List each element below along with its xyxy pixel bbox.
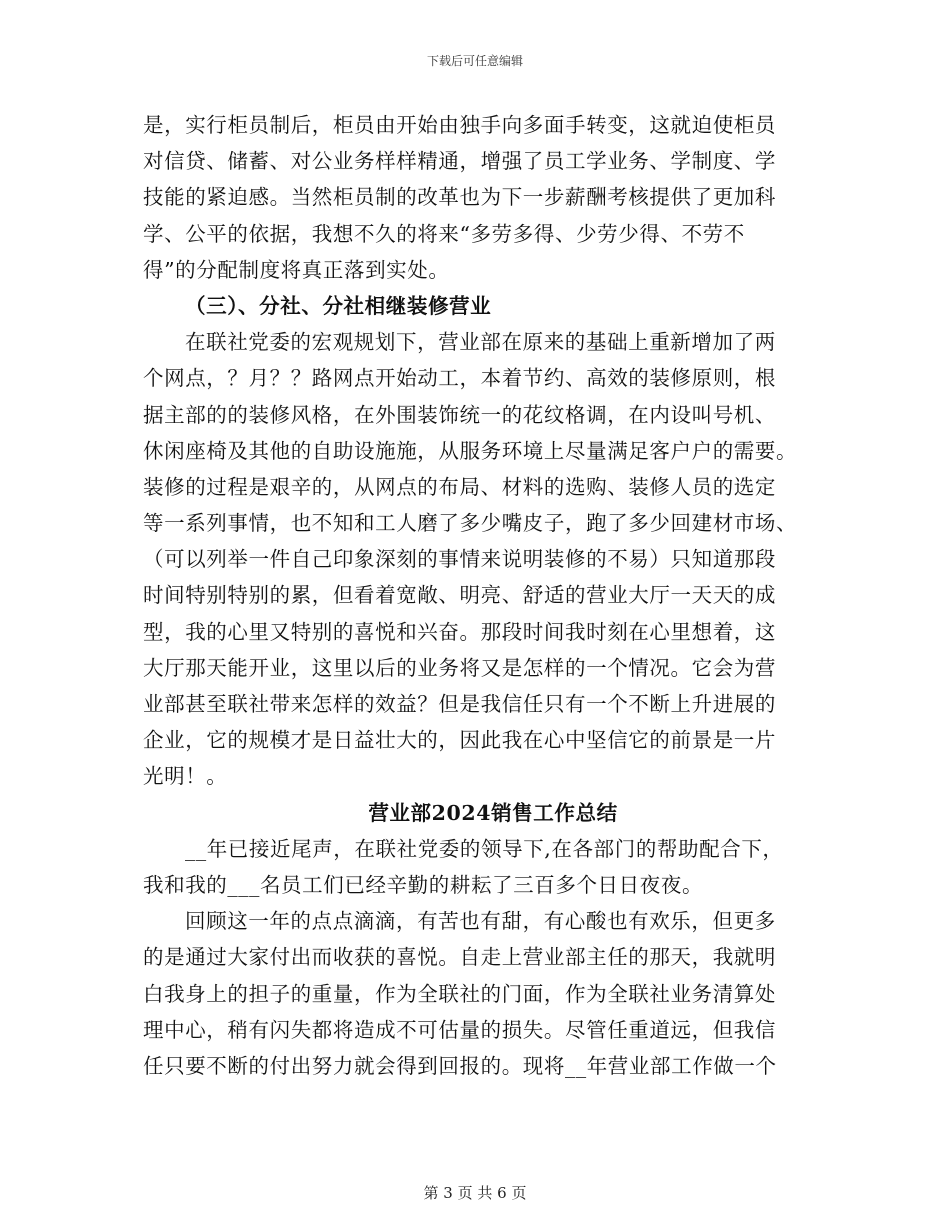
body-line: 休闲座椅及其他的自助设施施，从服务环境上尽量满足客户户的需要。 <box>143 438 798 463</box>
body-line: 白我身上的担子的重量，作为全联社的门面，作为全联社业务清算处 <box>143 981 776 1006</box>
body-line: 对信贷、储蓄、对公业务样样精通，增强了员工学业务、学制度、学 <box>143 149 776 174</box>
document-body <box>143 107 813 1084</box>
body-line: 在联社党委的宏观规划下，营业部在原来的基础上重新增加了两 <box>185 330 776 355</box>
body-line: 据主部的的装修风格，在外围装饰统一的花纹格调，在内设叫号机、 <box>143 402 776 427</box>
body-line: 装修的过程是艰辛的，从网点的布局、材料的选购、装修人员的选定 <box>143 474 776 499</box>
section-heading: （三）、分社、分社相继装修营业 <box>185 293 492 318</box>
body-line: 学、公平的依据，我想不久的将来“多劳多得、少劳少得、不劳不 <box>143 221 745 246</box>
body-line: 光明！。 <box>143 764 228 789</box>
body-line: __年已接近尾声，在联社党委的领导下,在各部门的帮助配合下， <box>185 836 784 861</box>
body-line: 大厅那天能开业，这里以后的业务将又是怎样的一个情况。它会为营 <box>143 655 776 680</box>
page-header: 下载后可任意编辑 <box>426 54 523 68</box>
body-line: 理中心，稍有闪失都将造成不可估量的损失。尽管任重道远，但我信 <box>143 1017 776 1042</box>
body-line: 业部甚至联社带来怎样的效益？但是我信任只有一个不断上升进展的 <box>143 692 776 716</box>
body-line: 得”的分配制度将真正落到实处。 <box>143 257 450 282</box>
body-line: 等一系列事情，也不知和工人磨了多少嘴皮子，跑了多少回建材市场、 <box>143 511 798 536</box>
body-line: 时间特别特别的累，但看着宽敞、明亮、舒适的营业大厅一天天的成 <box>143 583 776 608</box>
body-line: （可以列举一件自己印象深刻的事情来说明装修的不易）只知道那段 <box>143 547 776 572</box>
page-footer: 第 3 页 共 6 页 <box>423 1184 527 1202</box>
body-line: 企业，它的规模才是日益壮大的，因此我在心中坚信它的前景是一片 <box>143 728 776 753</box>
body-line: 回顾这一年的点点滴滴，有苦也有甜，有心酸也有欢乐，但更多 <box>185 909 776 934</box>
body-line: 任只要不断的付出努力就会得到回报的。现将__年营业部工作做一个 <box>143 1053 777 1078</box>
body-line: 是，实行柜员制后，柜员由开始由独手向多面手转变，这就迫使柜员 <box>143 113 776 137</box>
document-title: 营业部2024销售工作总结 <box>368 800 618 825</box>
body-line: 个网点，？月？？路网点开始动工，本着节约、高效的装修原则，根 <box>143 366 776 391</box>
body-line: 我和我的___名员工们已经辛勤的耕耘了三百多个日日夜夜。 <box>143 872 704 897</box>
body-line: 的是通过大家付出而收获的喜悦。自走上营业部主任的那天，我就明 <box>143 945 776 970</box>
body-line: 型，我的心里又特别的喜悦和兴奋。那段时间我时刻在心里想着，这 <box>143 619 776 644</box>
body-line: 技能的紧迫感。当然柜员制的改革也为下一步薪酬考核提供了更加科 <box>143 185 776 210</box>
